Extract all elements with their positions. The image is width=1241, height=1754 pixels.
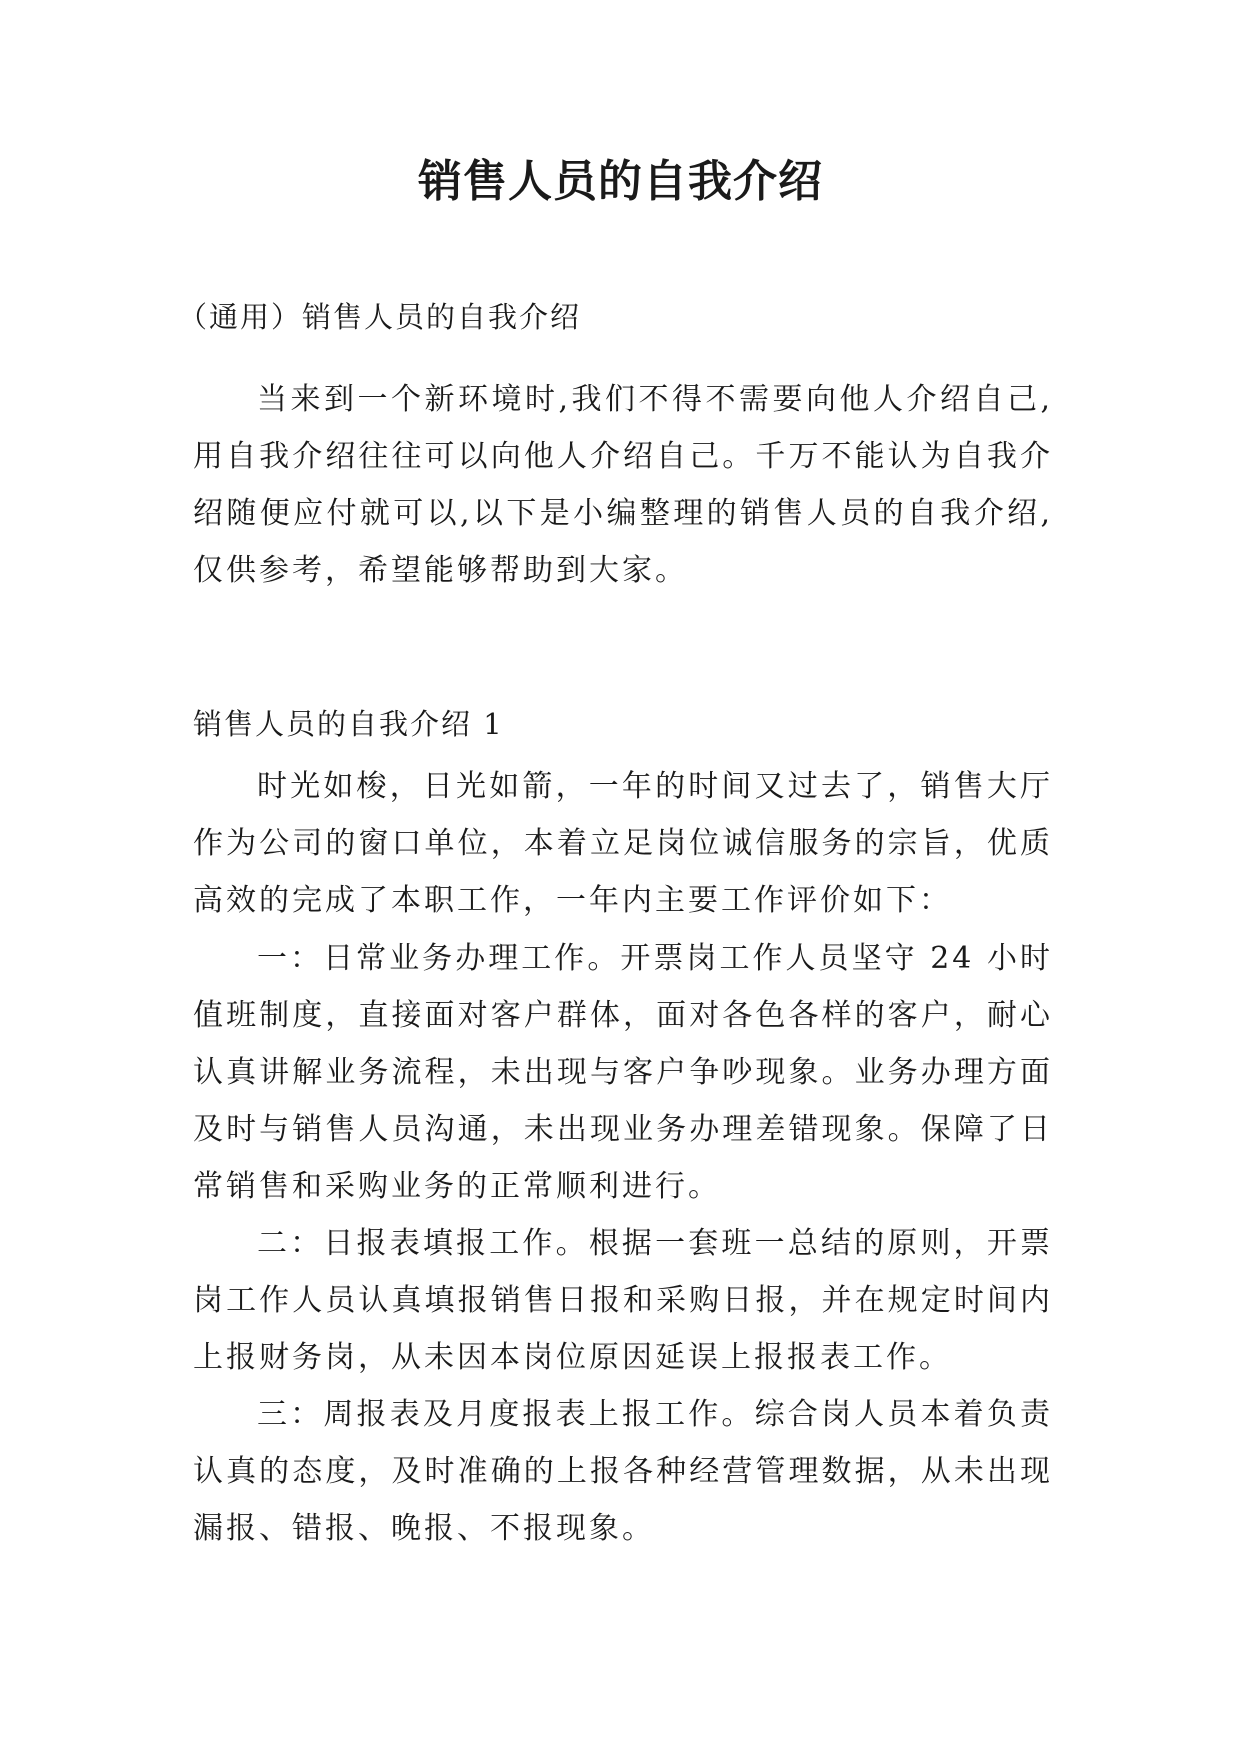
body-paragraph-2: 一：日常业务办理工作。开票岗工作人员坚守 24 小时值班制度，直接面对客户群体，面对各色各样的客户，耐心认真讲解业务流程，未出现与客户争吵现象。业务办理方面及时与销售人员沟通，未出现业务办理差错现象。保障了日常销售和采购业务的正常顺利进行。 bbox=[193, 941, 1053, 1204]
document-title: 销售人员的自我介绍 bbox=[418, 156, 823, 207]
document-subtitle: （通用）销售人员的自我介绍 bbox=[178, 300, 582, 334]
intro-paragraph: 当来到一个新环境时,我们不得不需要向他人介绍自己,用自我介绍往往可以向他人介绍自己。千万不能认为自我介绍随便应付就可以,以下是小编整理的销售人员的自我介绍,仅供参考，希望能够帮助到大家。 bbox=[193, 382, 1053, 588]
body-paragraph-3: 二：日报表填报工作。根据一套班一总结的原则，开票岗工作人员认真填报销售日报和采购日报，并在规定时间内上报财务岗，从未因本岗位原因延误上报报表工作。 bbox=[193, 1226, 1053, 1375]
body-paragraph-4: 三：周报表及月度报表上报工作。综合岗人员本着负责认真的态度，及时准确的上报各种经营管理数据，从未出现漏报、错报、晚报、不报现象。 bbox=[193, 1397, 1053, 1546]
body-paragraph-1: 时光如梭，日光如箭，一年的时间又过去了，销售大厅作为公司的窗口单位，本着立足岗位诚信服务的宗旨，优质高效的完成了本职工作，一年内主要工作评价如下： bbox=[193, 769, 1053, 918]
section-heading: 销售人员的自我介绍 1 bbox=[193, 707, 504, 741]
